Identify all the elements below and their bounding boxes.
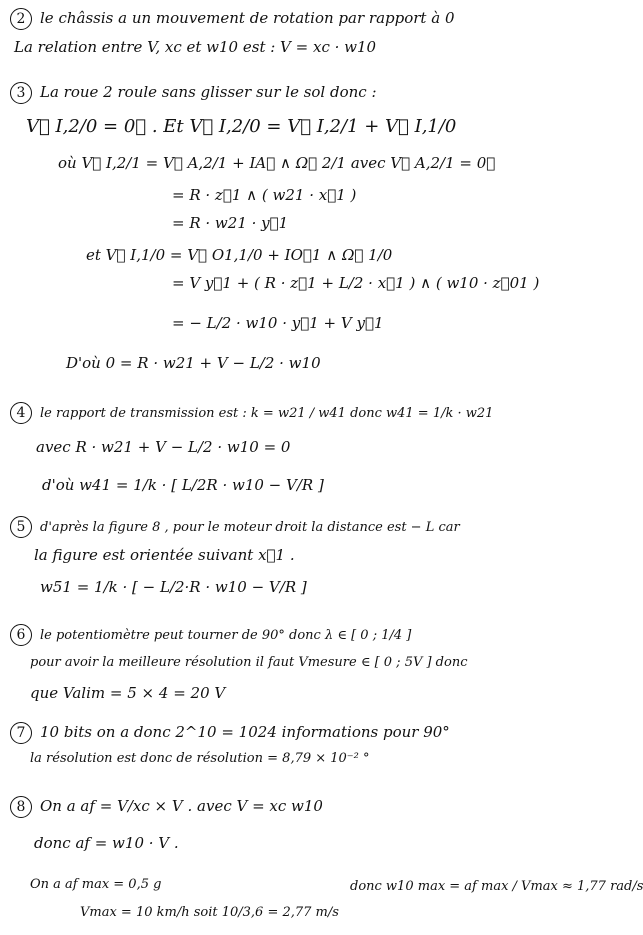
q3-line1: [10, 82, 377, 104]
q3-eq8: D'où 0 = R · w21 + V − L/2 · w10: [66, 354, 321, 372]
q4-number: 4: [10, 402, 32, 424]
q3-eq5: et V⃗ I,1/0 = V⃗ O1,1/0 + IO⃗1 ∧ Ω⃗ 1/0: [86, 246, 393, 264]
q2-line2: La relation entre V, xc et w10 est : V = xc · w10: [14, 38, 377, 56]
q7-line1: [10, 722, 450, 744]
q6-line3: que Valim = 5 × 4 = 20 V: [30, 684, 226, 702]
q4-line3: d'où w41 = 1/k · [ L/2R · w10 − V/R ]: [42, 476, 324, 494]
q8-number: 8: [10, 796, 32, 818]
q5-line3: w51 = 1/k · [ − L/2·R · w10 − V/R ]: [40, 578, 307, 596]
q3-eq3: = R · z⃗1 ∧ ( w21 · x⃗1 ): [172, 186, 357, 204]
q7-text-1: 10 bits on a donc 2^10 = 1024 informations pour 90°: [40, 723, 450, 741]
q6-line2: pour avoir la meilleure résolution il faut Vmesure ∈ [ 0 ; 5V ] donc: [30, 655, 468, 670]
q7-line2: la résolution est donc de résolution = 8,79 × 10⁻² °: [30, 751, 370, 766]
q8-line2: donc af = w10 · V .: [34, 834, 179, 852]
q2-line1: [10, 8, 455, 30]
q5-line2: la figure est orientée suivant x⃗1 .: [34, 546, 295, 564]
q4-text-1: le rapport de transmission est : k = w21 / w41 donc w41 = 1/k · w21: [40, 406, 494, 421]
q2-number: 2: [10, 8, 32, 30]
q6-line1: [10, 624, 411, 646]
q3-eq1: V⃗ I,2/0 = 0⃗ . Et V⃗ I,2/0 = V⃗ I,2/1 + V⃗ I,1/0: [26, 116, 457, 137]
q6-number: 6: [10, 624, 32, 646]
q8-text-1: On a af = V/xc × V . avec V = xc w10: [40, 797, 323, 815]
q2-text-1: le châssis a un mouvement de rotation par rapport à 0: [40, 9, 455, 27]
q6-text-1: le potentiomètre peut tourner de 90° donc λ ∈ [ 0 ; 1/4 ]: [40, 628, 412, 643]
q5-number: 5: [10, 516, 32, 538]
q3-text-1: La roue 2 roule sans glisser sur le sol donc :: [40, 83, 377, 101]
q8-line1: [10, 796, 323, 818]
q5-text-1: d'après la figure 8 , pour le moteur droit la distance est − L car: [40, 520, 460, 535]
q3-eq7: = − L/2 · w10 · y⃗1 + V y⃗1: [172, 314, 384, 332]
q3-number: 3: [10, 82, 32, 104]
q4-line2: avec R · w21 + V − L/2 · w10 = 0: [36, 438, 291, 456]
q8-line5: donc w10 max = af max / Vmax ≈ 1,77 rad/s: [350, 879, 643, 894]
q3-eq6: = V y⃗1 + ( R · z⃗1 + L/2 · x⃗1 ) ∧ ( w10 · z⃗01 ): [172, 274, 540, 292]
q8-line3: On a af max = 0,5 g: [30, 877, 162, 892]
q4-line1: [10, 402, 493, 424]
q5-line1: [10, 516, 460, 538]
q7-number: 7: [10, 722, 32, 744]
q8-line4: Vmax = 10 km/h soit 10/3,6 = 2,77 m/s: [80, 905, 339, 920]
q3-eq4: = R · w21 · y⃗1: [172, 214, 289, 232]
q3-eq2: où V⃗ I,2/1 = V⃗ A,2/1 + IA⃗ ∧ Ω⃗ 2/1 avec V⃗ A,2/1 = 0⃗: [58, 154, 496, 172]
